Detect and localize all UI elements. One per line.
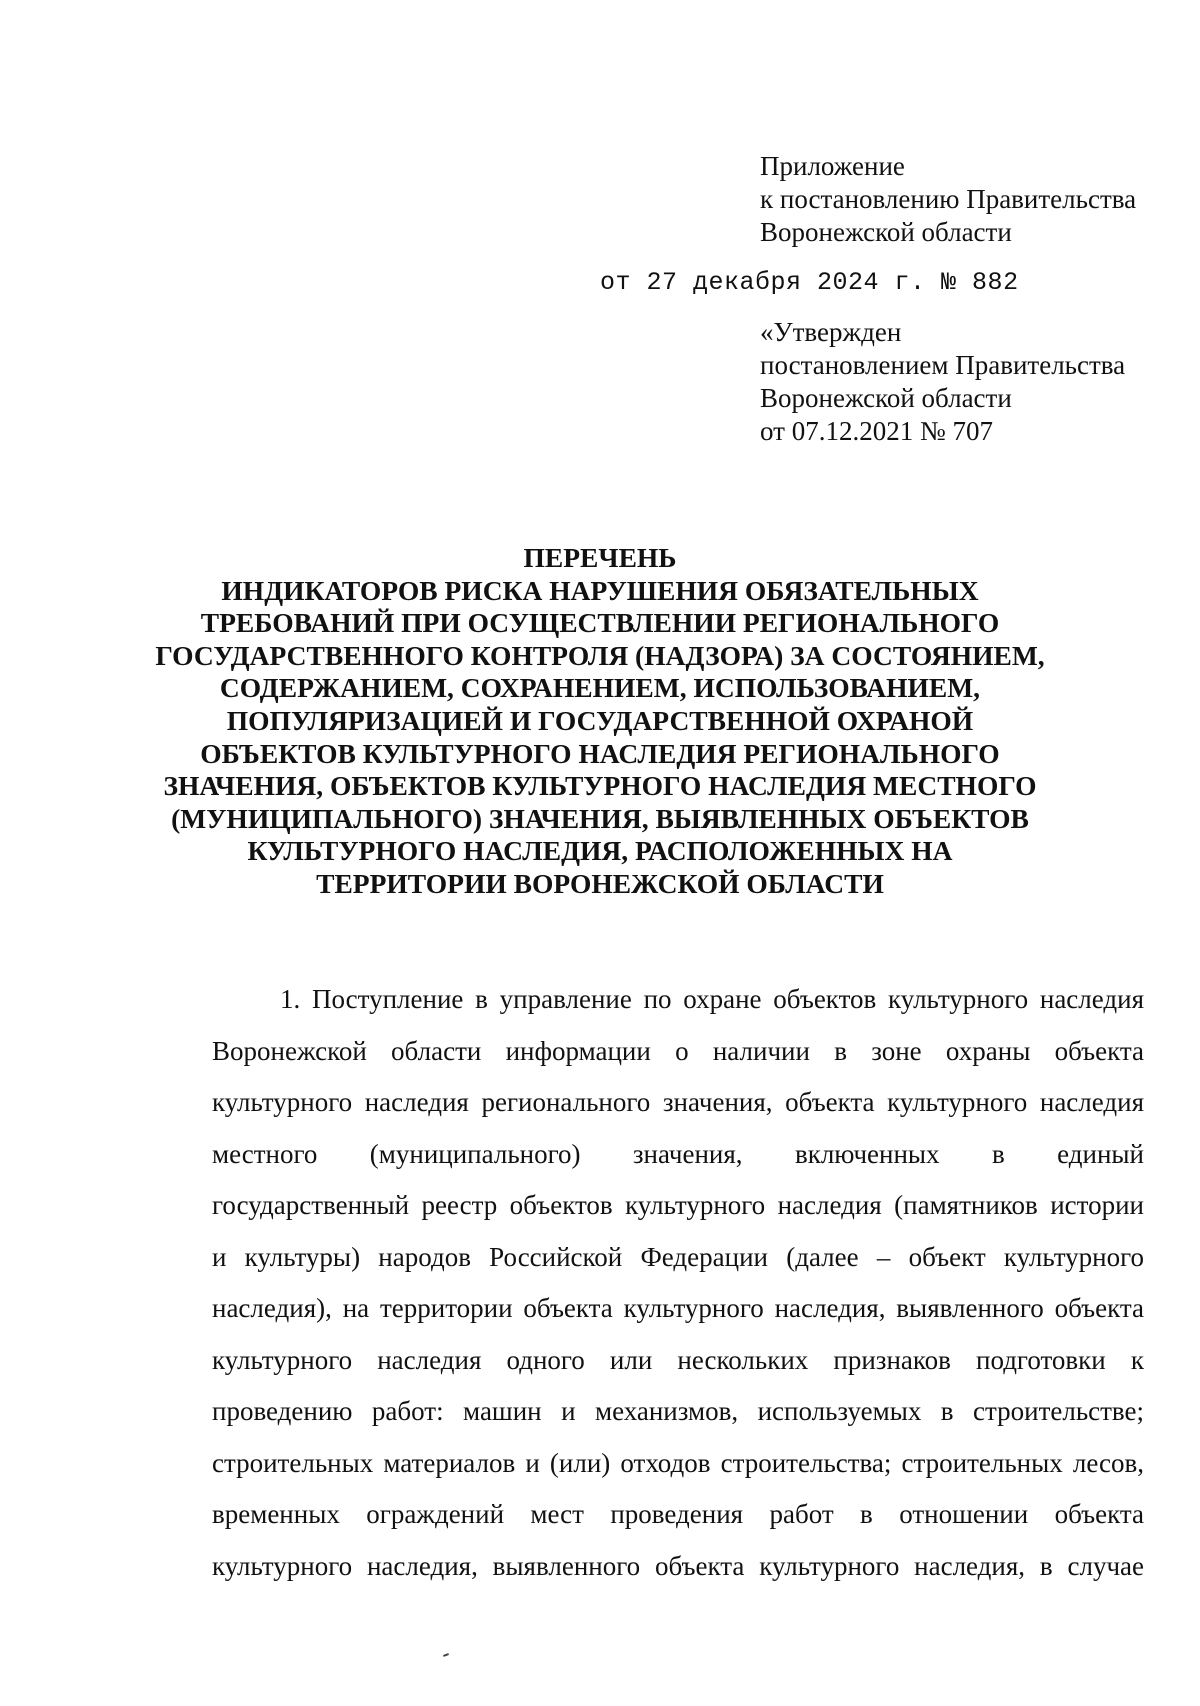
paragraph-line: культурного наследия одного или нескольких признаков подготовки к (212, 1344, 1144, 1375)
title-line: (МУНИЦИПАЛЬНОГО) ЗНАЧЕНИЯ, ВЫЯВЛЕННЫХ ОБЪЕКТОВ (171, 802, 1029, 834)
title-line: ТРЕБОВАНИЙ ПРИ ОСУЩЕСТВЛЕНИИ РЕГИОНАЛЬНОГО (200, 607, 1000, 639)
paragraph-line: временных ограждений мест проведения работ в отношении объекта (212, 1499, 1144, 1529)
paragraph-line: проведению работ: машин и механизмов, используемых в строительстве; (212, 1396, 1144, 1426)
paragraph-line: и культуры) народов Российской Федерации (далее – объект культурного (212, 1241, 1144, 1272)
approval-block (760, 316, 1180, 448)
paragraph-line: наследия), на территории объекта культурного наследия, выявленного объекта (212, 1293, 1144, 1323)
paragraph-line: строительных материалов и (или) отходов строительства; строительных лесов, (212, 1447, 1144, 1478)
title-line: СОДЕРЖАНИЕМ, СОХРАНЕНИЕМ, ИСПОЛЬЗОВАНИЕМ, (219, 672, 981, 704)
scan-speck (443, 1653, 449, 1657)
approval-line: «Утвержден (760, 317, 902, 347)
title-line: КУЛЬТУРНОГО НАСЛЕДИЯ, РАСПОЛОЖЕННЫХ НА (247, 835, 953, 867)
registration-stamp: от 27 декабря 2024 г. № 882 (600, 268, 1019, 297)
body-paragraph (212, 974, 1144, 1592)
title-line: ЗНАЧЕНИЯ, ОБЪЕКТОВ КУЛЬТУРНОГО НАСЛЕДИЯ МЕСТНОГО (163, 770, 1037, 802)
title-line: ИНДИКАТОРОВ РИСКА НАРУШЕНИЯ ОБЯЗАТЕЛЬНЫХ (221, 574, 979, 606)
paragraph-line: культурного наследия регионального значения, объекта культурного наследия (212, 1087, 1144, 1117)
paragraph-line: местного (муниципального) значения, включенных в единый (212, 1138, 1144, 1169)
paragraph-line: Воронежской области информации о наличии в зоне охраны объекта (212, 1035, 1144, 1066)
title-line: ПОПУЛЯРИЗАЦИЕЙ И ГОСУДАРСТВЕННОЙ ОХРАНОЙ (226, 704, 974, 736)
title-line: ПЕРЕЧЕНЬ (523, 542, 677, 573)
document-title (150, 542, 1050, 901)
appendix-line: Воронежской области (760, 217, 1012, 247)
title-line: ОБЪЕКТОВ КУЛЬТУРНОГО НАСЛЕДИЯ РЕГИОНАЛЬНОГО (200, 737, 1000, 769)
title-line: ТЕРРИТОРИИ ВОРОНЕЖСКОЙ ОБЛАСТИ (316, 867, 884, 899)
approval-line: Воронежской области (760, 383, 1012, 413)
approval-line: постановлением Правительства (760, 350, 1126, 380)
title-line: ГОСУДАРСТВЕННОГО КОНТРОЛЯ (НАДЗОРА) ЗА СОСТОЯНИЕМ, (155, 639, 1045, 671)
paragraph-line: государственный реестр объектов культурного наследия (памятников истории (212, 1190, 1144, 1220)
appendix-line: Приложение (760, 151, 905, 181)
approval-line: от 07.12.2021 № 707 (760, 416, 993, 446)
appendix-header (760, 150, 1180, 249)
appendix-line: к постановлению Правительства (760, 184, 1137, 214)
paragraph-line: культурного наследия, выявленного объекта культурного наследия, в случае (212, 1550, 1144, 1581)
paragraph-line: 1. Поступление в управление по охране объектов культурного наследия (280, 984, 1144, 1014)
